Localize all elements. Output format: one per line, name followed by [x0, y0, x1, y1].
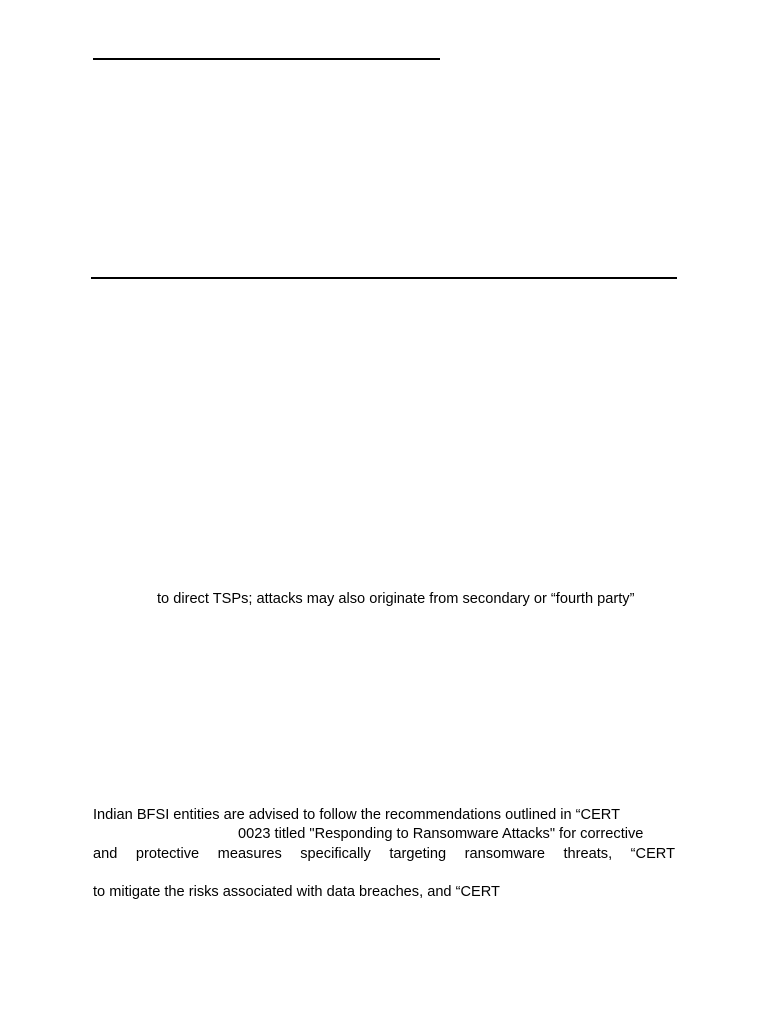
- tsp-fragment-line: to direct TSPs; attacks may also originate from secondary or “fourth party”: [157, 591, 635, 607]
- top-horizontal-rule: [93, 58, 440, 60]
- advisory-line-2: 0023 titled "Responding to Ransomware Attacks" for corrective: [238, 826, 644, 842]
- advisory-line-3: and protective measures specifically targeting ransomware threats, “CERT: [93, 846, 675, 862]
- section-horizontal-rule: [91, 277, 677, 279]
- advisory-line-1: Indian BFSI entities are advised to follow the recommendations outlined in “CERT: [93, 807, 620, 823]
- advisory-line-4: to mitigate the risks associated with data breaches, and “CERT: [93, 884, 500, 900]
